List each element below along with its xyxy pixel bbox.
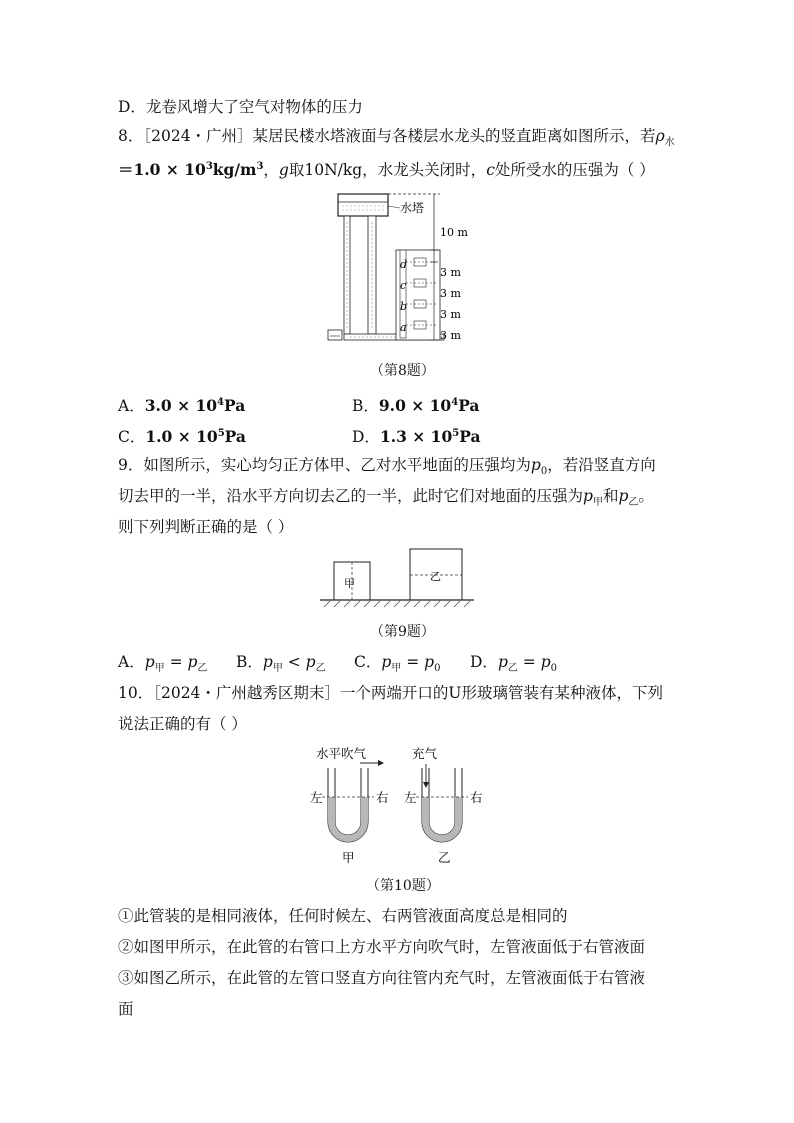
q8-caption: （第8题） xyxy=(370,363,435,379)
q8-water-tower-figure xyxy=(322,188,482,348)
svg-text:b: b xyxy=(400,300,408,313)
height-10m: 10 m xyxy=(440,226,468,239)
tank xyxy=(338,194,388,216)
fill-label: 充气 xyxy=(412,746,438,761)
q8-option-c: C．$1.0 \times 10^5Pa$ xyxy=(118,427,246,447)
svg-text:d: d xyxy=(400,258,408,271)
q8-option-d: D．$1.3 \times 10^5Pa$ xyxy=(352,427,481,447)
q9-option-c: C．$p_甲 = p_0$ xyxy=(354,653,441,675)
blow-label: 水平吹气 xyxy=(316,746,367,761)
tower-label: 水塔 xyxy=(400,201,425,215)
q9-stem-line1: 9．如图所示，实心均匀正方体甲、乙对水平地面的压强均为$p_0$，若沿竖直方向 xyxy=(118,456,656,478)
q9-stem-line2: 切去甲的一半，沿水平方向切去乙的一半，此时它们对地面的压强为$p_甲$和$p_乙$。 xyxy=(118,487,654,509)
q8-option-b: B．$9.0 \times 10^4Pa$ xyxy=(352,396,480,416)
q10-statement-2: ②如图甲所示，在此管的右管口上方水平方向吹气时，左管液面低于右管液面 xyxy=(118,938,646,956)
height-3m-1: 3 m xyxy=(440,266,461,279)
svg-text:左: 左 xyxy=(404,790,417,805)
q10-u-tube-figure xyxy=(300,742,500,867)
svg-text:甲: 甲 xyxy=(344,577,355,590)
svg-text:c: c xyxy=(400,279,407,292)
q8-option-a: A．$3.0 \times 10^4Pa$ xyxy=(118,396,246,416)
u-tube-yi xyxy=(404,746,483,865)
q9-cubes-figure xyxy=(318,545,478,610)
q10-statement-3-cont: 面 xyxy=(118,1000,134,1018)
q10-statement-3: ③如图乙所示，在此管的左管口竖直方向往管内充气时，左管液面低于右管液 xyxy=(118,969,646,987)
height-3m-4: 3 m xyxy=(440,329,461,342)
q8-stem-line2: $=1.0 \times 10^3kg/m^3$，g取10N/kg，水龙头关闭时，c处所受水的压强为（ ） xyxy=(118,160,655,180)
svg-text:右: 右 xyxy=(470,790,483,805)
svg-text:右: 右 xyxy=(376,790,389,805)
svg-text:左: 左 xyxy=(310,790,323,805)
q10-stem-line2: 说法正确的有（ ） xyxy=(118,715,247,733)
q9-option-b: B．$p_甲 < p_乙$ xyxy=(236,653,326,675)
q10-stem-line1: 10．［2024・广州越秀区期末］一个两端开口的U形玻璃管装有某种液体，下列 xyxy=(118,684,663,702)
u-tube-jia xyxy=(310,746,389,865)
svg-text:甲: 甲 xyxy=(342,850,355,865)
q9-caption: （第9题） xyxy=(370,624,435,640)
height-3m-3: 3 m xyxy=(440,308,461,321)
q7-option-d: D．龙卷风增大了空气对物体的压力 xyxy=(118,98,363,116)
height-3m-2: 3 m xyxy=(440,287,461,300)
q10-statement-1: ①此管装的是相同液体，任何时候左、右两管液面高度总是相同的 xyxy=(118,907,568,925)
q9-stem-line3: 则下列判断正确的是（ ） xyxy=(118,518,294,536)
svg-text:a: a xyxy=(400,321,407,334)
q8-stem-line1: 8．［2024・广州］某居民楼水塔液面与各楼层水龙头的竖直距离如图所示，若$\rho_水$ xyxy=(118,127,675,149)
svg-text:乙: 乙 xyxy=(438,850,451,865)
q9-option-d: D．$p_乙 = p_0$ xyxy=(470,653,558,675)
q9-option-a: A．$p_甲 = p_乙$ xyxy=(118,653,208,675)
svg-text:乙: 乙 xyxy=(430,570,441,583)
q10-caption: （第10题） xyxy=(366,878,440,894)
